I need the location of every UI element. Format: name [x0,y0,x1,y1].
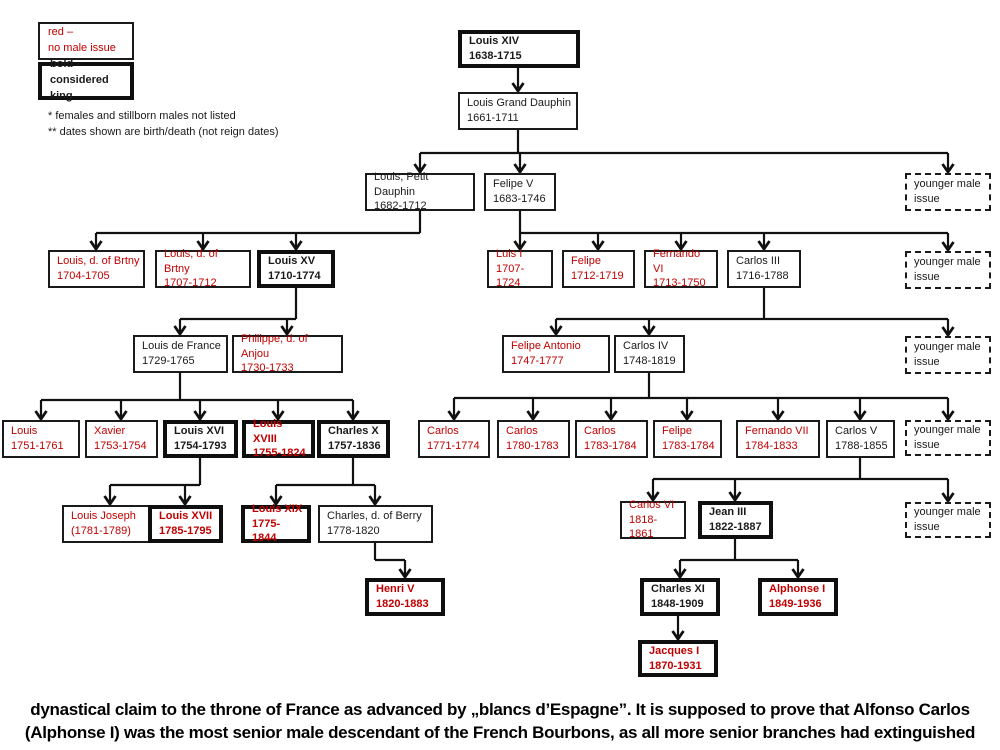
legend-red-desc: no male issue [48,42,116,54]
node-carlos-vi [620,501,686,539]
node-dates: 1661-1711 [467,112,519,124]
connector-line [276,458,375,503]
arrowhead-icon [415,164,954,172]
node-louis-joseph [62,505,158,543]
node-dates: 1730-1733 [241,362,294,375]
node-carlos-v [826,420,895,458]
node-dates: 1784-1833 [745,440,798,452]
node-dates: 1783-1784 [662,440,715,452]
node-dates: 1751-1761 [11,440,64,452]
node-name: Charles, d. of Berry [327,510,422,523]
node-charles-x [317,420,390,458]
arrowhead-icon [449,411,954,419]
node-dates: 1848-1909 [651,598,704,610]
node-name: Louis XVI [174,425,225,438]
node-charles-d-of-berry [318,505,433,543]
node-henri-v [365,578,445,616]
node-dates: 1785-1795 [159,525,212,537]
node-louis-1751 [2,420,80,458]
node-fernando-vi [644,250,718,288]
legend-red-box [38,22,134,60]
node-louis-petit-dauphin [365,173,475,211]
node-carlos-1780 [497,420,570,458]
connector-line [556,288,948,334]
connector-line [110,458,200,503]
node-dates: 1747-1777 [511,355,564,367]
node-dates: 1638-1715 [469,50,522,62]
node-dates: 1682-1712 [374,200,427,213]
node-name: Fernando VII [745,425,809,438]
node-dates: 1755-1824 [253,447,306,460]
node-name: Carlos [584,425,616,438]
node-name: Louis Grand Dauphin [467,97,571,110]
node-felipe-v [484,173,556,211]
connector-line [41,373,353,418]
node-name: Felipe V [493,178,534,191]
footnote-dates: ** dates shown are birth/death (not reign dates) [48,126,279,138]
node-dates: 1778-1820 [327,525,380,537]
node-name: Charles XI [651,583,705,596]
node-dates: 1780-1783 [506,440,559,452]
node-dates: 1870-1931 [649,659,702,672]
node-name: Louis, d. of Brtny [57,255,140,268]
arrowhead-icon [36,411,359,419]
node-dates: 1788-1855 [835,440,888,452]
node-dates: 1754-1793 [174,440,227,452]
node-name: Louis XIX [252,503,303,516]
younger-male-issue-box [905,173,991,211]
connector-line [180,288,296,333]
legend-bold-box [38,58,134,102]
younger-male-issue-box [905,420,991,456]
node-dates: 1713-1750 [653,277,706,290]
node-louis-xv [257,250,335,288]
node-louis-d-of-brtny-1 [48,250,145,288]
connector-line [96,211,420,248]
node-dates: 1716-1788 [736,270,789,282]
node-dates: 1820-1883 [376,598,429,610]
node-name: Felipe Antonio [511,340,581,353]
node-dates: (1781-1789) [71,525,131,537]
node-dates: 1712-1719 [571,270,624,282]
node-name: Carlos VI [629,499,675,512]
caption [0,699,1000,744]
node-name: Louis XVIII [253,418,283,445]
node-louis-xvii [148,505,223,543]
node-dates: 1704-1705 [57,270,110,282]
node-carlos-1771 [418,420,490,458]
node-felipe-antonio [502,335,610,373]
connector-line [680,539,798,576]
node-louis-de-france [133,335,228,373]
arrowhead-icon [551,326,954,335]
caption-line-2: (Alphonse I) was the most senior male descendant of the French Bourbons, as all more senior branches had extinguished [24,722,976,742]
node-louis-grand-dauphin [458,92,578,130]
arrowhead-icon [675,569,804,577]
node-name: Felipe [662,425,692,438]
node-name: Carlos [506,425,538,438]
node-name: younger male issue [914,256,981,283]
node-name: Charles X [328,425,379,438]
node-charles-xi [640,578,720,616]
younger-male-issue-box [905,336,991,374]
node-name: younger male issue [914,424,981,451]
node-name: Louis XIV [469,35,520,48]
node-felipe-1783 [653,420,722,458]
node-name: Louis de France [142,340,221,353]
node-dates: 1748-1819 [623,355,676,367]
node-name: Louis Joseph [71,510,136,523]
node-dates: 1822-1887 [709,521,762,533]
legend-bold-desc: considered king [50,74,109,102]
node-name: Xavier [94,425,126,438]
node-dates: 1775-1844 [252,517,281,545]
node-dates: 1729-1765 [142,355,195,367]
node-dates: 1753-1754 [94,440,147,452]
connector-line [520,211,948,249]
node-xavier [85,420,158,458]
node-luis-i [487,250,553,288]
node-name: Carlos [427,425,459,438]
node-name: younger male issue [914,341,981,368]
node-name: Louis, Petit Dauphin [374,171,429,198]
node-philippe-d-of-anjou [232,335,343,373]
node-name: Louis XVII [159,510,213,523]
caption-line-1: dynastical claim to the throne of France as advanced by „blancs d’Espagne”. It is supposed to prove that Alfonso Carlos [30,700,970,720]
node-dates: 1757-1836 [328,440,381,452]
node-name: Louis XV [268,255,316,268]
node-name: Carlos IV [623,340,669,353]
node-name: Luis I [496,248,523,261]
node-dates: 1818-1861 [629,513,658,541]
node-name: Fernando VI [653,248,701,275]
arrowhead-icon [648,492,954,501]
node-louis-xix [241,505,311,543]
younger-male-issue-box [905,502,991,538]
node-name: Felipe [571,255,601,268]
younger-male-issue-box [905,251,991,289]
node-name: Louis, d. of Brtny [164,248,218,275]
legend-bold-title: bold – [50,58,83,71]
arrowhead-icon [515,241,954,250]
node-carlos-iii [727,250,801,288]
node-name: Philippe, d. of Anjou [241,333,308,360]
node-dates: 1771-1774 [427,440,480,452]
node-louis-xvi [163,420,238,458]
node-name: younger male issue [914,178,981,205]
arrowhead-icon [105,496,191,504]
node-name: Louis [11,425,38,438]
node-jean-iii [698,501,773,539]
node-dates: 1710-1774 [268,270,321,282]
node-louis-xviii [242,420,315,458]
connector-line [420,130,948,171]
node-carlos-1783 [575,420,648,458]
node-name: younger male issue [914,506,981,533]
node-dates: 1707-1724 [496,262,525,290]
node-dates: 1849-1936 [769,598,822,610]
node-jacques-i [638,640,718,677]
node-fernando-vii [736,420,820,458]
connector-line [653,458,948,500]
node-carlos-iv [614,335,685,373]
legend-red-title: red – [48,26,74,39]
node-name: Henri V [376,583,415,596]
footnote-females: * females and stillborn males not listed [48,110,236,122]
node-dates: 1683-1746 [493,193,546,205]
node-dates: 1707-1712 [164,277,217,290]
node-louis-xiv [458,30,580,68]
node-name: Carlos V [835,425,878,438]
node-name: Jean III [709,506,747,519]
node-dates: 1783-1784 [584,440,637,452]
node-name: Jacques I [649,644,700,657]
node-name: Carlos III [736,255,781,268]
node-alphonse-i [758,578,838,616]
node-name: Alphonse I [769,583,826,596]
node-felipe-1712 [562,250,635,288]
node-louis-d-of-brtny-2 [155,250,251,288]
